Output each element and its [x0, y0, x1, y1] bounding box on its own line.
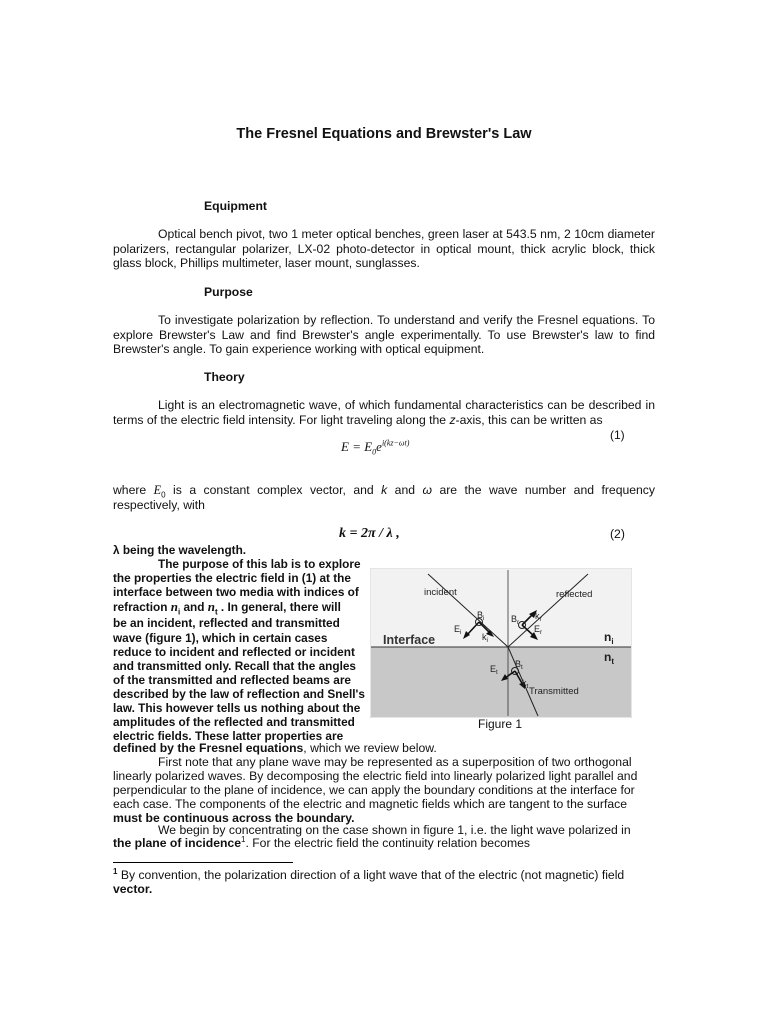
- left-line-8: described by the law of reflection and Snell's: [113, 687, 365, 701]
- purpose-text: To investigate polarization by reflection. To understand and verify the Fresnel equations. To explore Brewster's Law and find Brewster's angle experimentally. To use Brewster's law to find Brewster's angle. To gain experience working with optical equipment.: [113, 313, 655, 357]
- figure-1-diagram: [370, 568, 632, 718]
- theory-intro: Light is an electromagnetic wave, of which fundamental characteristics can be described in terms of the electric field intensity. For light traveling along the z-axis, this can be written as: [113, 398, 655, 427]
- left-line-9: law. This however tells us nothing about the: [113, 701, 361, 715]
- purpose-paragraph: [113, 313, 655, 357]
- first-note-d: each case. The components of the electric and magnetic fields which are tangent to the surface: [113, 797, 627, 811]
- bt-label: $B_t$: [515, 659, 523, 671]
- equation-2-number: (2): [610, 527, 625, 541]
- left-line-7: of the transmitted and reflected beams are: [113, 673, 351, 687]
- bi-label: $B_i$: [477, 610, 485, 622]
- reflected-label: reflected: [556, 589, 593, 600]
- first-note-a: First note that any plane wave may be represented as a superposition of two orthogonal: [158, 755, 632, 769]
- defined-line: defined by the Fresnel equations, which we review below.: [113, 741, 437, 755]
- ni-label: $n_i$: [604, 630, 614, 646]
- interface-label: Interface: [383, 633, 436, 647]
- incident-label: incident: [424, 587, 457, 598]
- equation-2: k = 2π / λ ,: [339, 526, 400, 541]
- equation-1: $E = E_0e^{i(kz-\omega t)}$: [341, 438, 410, 457]
- lambda-line: λ being the wavelength.: [113, 543, 247, 557]
- ei-label: $E_i$: [454, 624, 462, 636]
- first-note-b: linearly polarized waves. By decomposing the electric field into linearly polarized light parallel and: [113, 769, 638, 783]
- first-note-e: must be continuous across the boundary.: [113, 811, 355, 825]
- lower-medium: [371, 647, 631, 717]
- begin-b: the plane of incidence$^1$. For the electric field the continuity relation becomes: [113, 834, 530, 850]
- theory-heading: Theory: [204, 370, 245, 384]
- left-line-4: wave (figure 1), which in certain cases: [113, 631, 328, 645]
- page-title: The Fresnel Equations and Brewster's Law: [236, 126, 532, 142]
- left-line-2: interface between two media with indices of: [113, 585, 359, 599]
- figure-caption: Figure 1: [478, 717, 523, 731]
- ki-label: $k_i$: [482, 632, 488, 644]
- equation-1-number: (1): [610, 428, 625, 442]
- left-line-3: be an incident, reflected and transmitted: [113, 616, 340, 630]
- kr-label: $k_r$: [535, 611, 542, 623]
- equipment-paragraph: [113, 227, 655, 271]
- left-line-refraction: refraction $n_i$ and $n_t$ . In general, there will: [113, 599, 341, 617]
- kt-label: $k_t$: [522, 678, 529, 690]
- left-line-10: amplitudes of the reflected and transmitted: [113, 715, 355, 729]
- purpose-heading: Purpose: [204, 285, 253, 299]
- footnote: $^1$ By convention, the polarization direction of a light wave that of the electric (not magnetic) field: [113, 866, 625, 882]
- equipment-heading: Equipment: [204, 199, 267, 213]
- br-label: $B_r$: [511, 614, 520, 626]
- left-line-0: The purpose of this lab is to explore: [158, 557, 361, 571]
- first-note-c: perpendicular to the plane of incidence, we can apply the boundary conditions at the interface for: [113, 783, 635, 797]
- equipment-text: Optical bench pivot, two 1 meter optical benches, green laser at 543.5 nm, 2 10cm diameter polarizers, rectangular polarizer, LX-02 photo-detector in optical mount, thick acrylic block, thick glass block, Phillips multimeter, laser mount, sunglasses.: [113, 227, 655, 271]
- left-line-11: electric fields. These latter properties are: [113, 729, 344, 743]
- where-paragraph: where $E_0$ is a constant complex vector, and k and ω are the wave number and frequency respectively, with: [113, 483, 655, 512]
- left-line-1: the properties the electric field in (1) at the: [113, 571, 351, 585]
- er-label: $E_r$: [534, 624, 543, 636]
- transmitted-label: Transmitted: [529, 686, 579, 697]
- left-line-6: and transmitted only. Recall that the angles: [113, 659, 356, 673]
- begin-a: We begin by concentrating on the case shown in figure 1, i.e. the light wave polarized in: [158, 823, 631, 837]
- nt-label: $n_t$: [604, 650, 615, 666]
- et-label: $E_t$: [490, 664, 498, 676]
- footnote-rule: [113, 862, 293, 863]
- footnote-continued: vector.: [113, 882, 153, 896]
- left-line-5: reduce to incident and reflected or incident: [113, 645, 355, 659]
